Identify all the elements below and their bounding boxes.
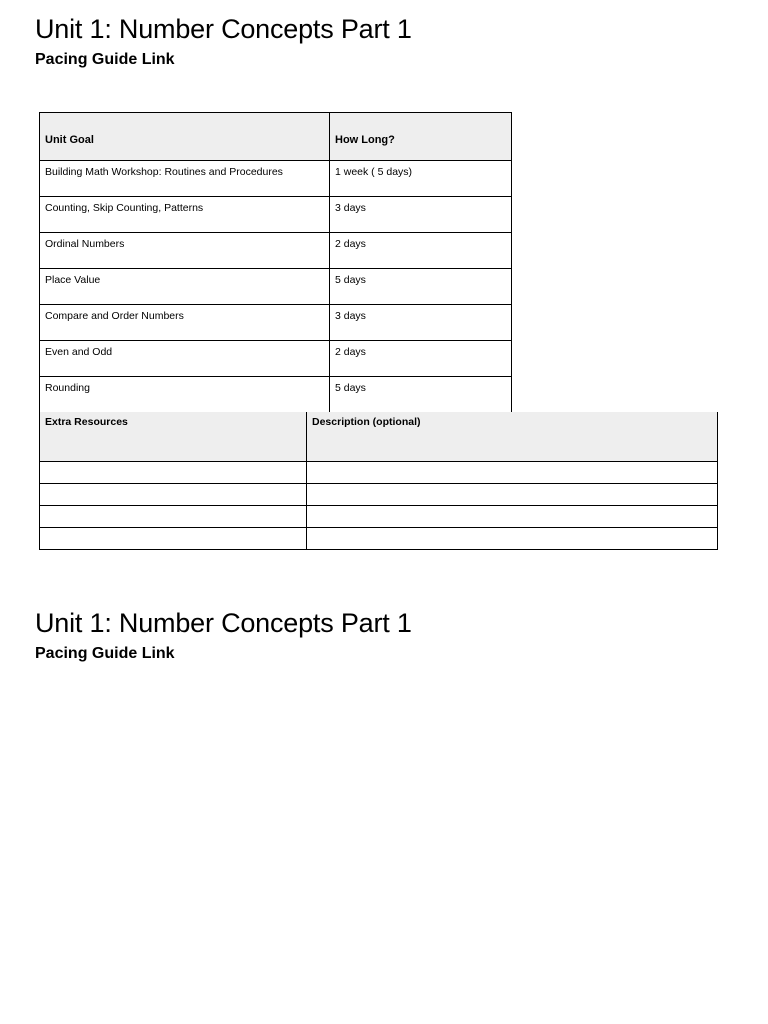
duration-cell: 2 days (330, 233, 512, 269)
description-cell[interactable] (307, 462, 718, 484)
table-row (40, 197, 512, 233)
extra-resources-section (39, 412, 718, 552)
description-cell[interactable] (307, 528, 718, 550)
duration-cell: 1 week ( 5 days) (330, 161, 512, 197)
unit-title: Unit 1: Number Concepts Part 1 (35, 608, 412, 638)
how-long-header: How Long? (330, 113, 512, 161)
unit-goal-cell: Compare and Order Numbers (40, 305, 330, 341)
resource-cell[interactable] (40, 484, 307, 506)
resource-cell[interactable] (40, 506, 307, 528)
resource-cell[interactable] (40, 528, 307, 550)
unit-title: Unit 1: Number Concepts Part 1 (35, 14, 412, 44)
table-header-row (40, 113, 512, 161)
duration-cell: 3 days (330, 197, 512, 233)
table-row (40, 506, 718, 528)
unit-goal-cell: Counting, Skip Counting, Patterns (40, 197, 330, 233)
unit-goal-cell: Ordinal Numbers (40, 233, 330, 269)
unit-goal-cell: Rounding (40, 377, 330, 413)
description-header: Description (optional) (307, 412, 718, 462)
table-row (40, 305, 512, 341)
unit-goals-table (39, 112, 512, 413)
description-cell[interactable] (307, 484, 718, 506)
duration-cell: 2 days (330, 341, 512, 377)
table-row (40, 377, 512, 413)
pacing-guide-link[interactable]: Pacing Guide Link (35, 51, 175, 68)
duration-cell: 5 days (330, 269, 512, 305)
table-row (40, 233, 512, 269)
unit-goal-cell: Even and Odd (40, 341, 330, 377)
table-header-row (40, 412, 718, 462)
extra-resources-header: Extra Resources (40, 412, 307, 462)
extra-resources-table (39, 412, 718, 550)
table-row (40, 161, 512, 197)
duration-cell: 3 days (330, 305, 512, 341)
unit-goal-header: Unit Goal (40, 113, 330, 161)
resource-cell[interactable] (40, 462, 307, 484)
duration-cell: 5 days (330, 377, 512, 413)
table-row (40, 484, 718, 506)
table-row (40, 341, 512, 377)
unit-goal-cell: Place Value (40, 269, 330, 305)
table-row (40, 462, 718, 484)
description-cell[interactable] (307, 506, 718, 528)
table-row (40, 269, 512, 305)
unit-goal-cell: Building Math Workshop: Routines and Procedures (40, 161, 330, 197)
table-row (40, 528, 718, 550)
pacing-guide-link[interactable]: Pacing Guide Link (35, 645, 175, 662)
